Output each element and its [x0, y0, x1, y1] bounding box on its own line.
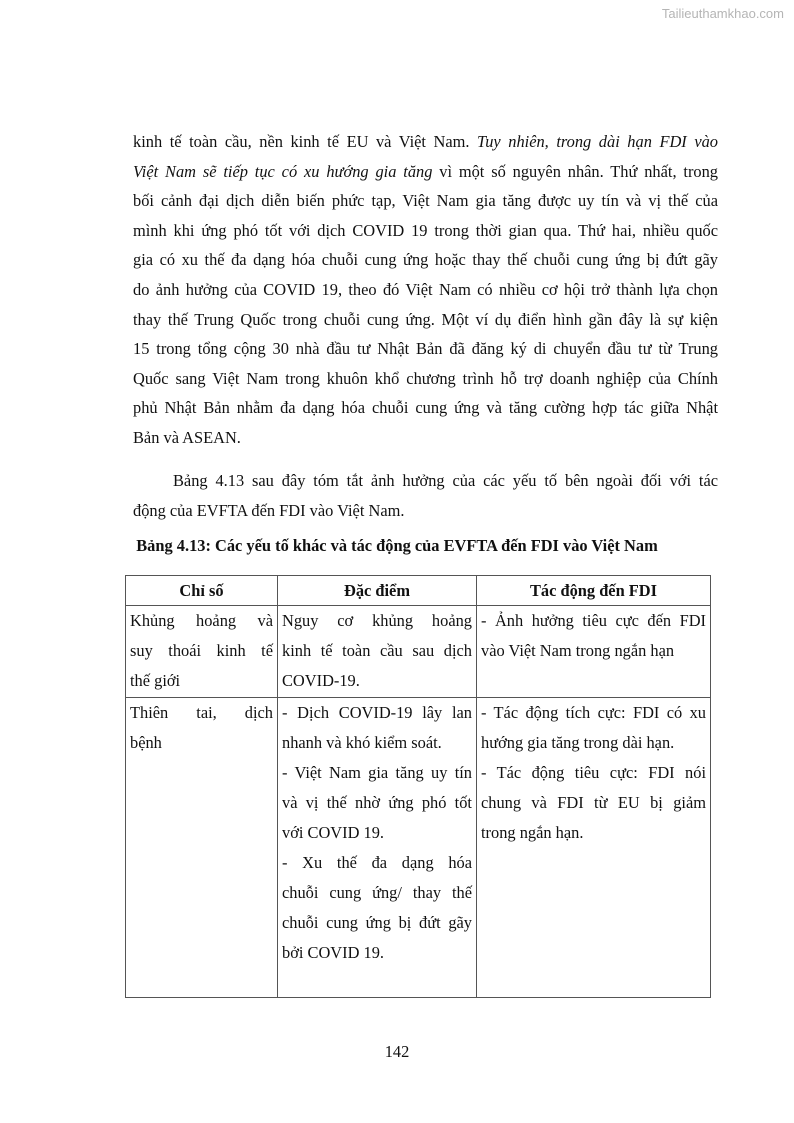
cell-line: Thiên tai, dịch [130, 703, 273, 722]
page-number: 142 [384, 1042, 410, 1061]
cell-line: bệnh [130, 733, 162, 752]
cell-line: bởi COVID 19. [282, 943, 385, 962]
cell-line: kinh tế toàn cầu sau dịch [282, 641, 472, 660]
cell-line: - Ảnh hưởng tiêu cực đến FDI [481, 611, 706, 630]
column-header: Chỉ số [126, 576, 278, 606]
text-line: 15 trong tổng cộng 30 nhà đầu tư Nhật Bản đã đăng ký di chuyển đầu tư từ Trung [133, 339, 718, 359]
column-header: Đặc điểm [278, 576, 477, 606]
italic-text: Tuy nhiên, trong dài hạn FDI vào [477, 132, 718, 151]
body-paragraph-1 [133, 127, 718, 453]
text-line: phủ Nhật Bản nhằm đa dạng hóa chuỗi cung ứng và tăng cường hợp tác giữa Nhật [133, 398, 718, 418]
text-line: mình khi ứng phó tốt với dịch COVID 19 trong thời gian qua. Thứ hai, nhiều quốc [133, 220, 718, 240]
table-cell-indicator [126, 606, 278, 698]
text-line: gia có xu thế đa dạng hóa chuỗi cung ứng hoặc thay thế chuỗi cung ứng bị đứt gãy [133, 250, 718, 270]
text-line: do ảnh hưởng của COVID 19, theo đó Việt Nam có nhiều cơ hội trở thành lựa chọn [133, 279, 718, 299]
cell-line: với COVID 19. [282, 823, 385, 842]
cell-line: trong ngắn hạn. [481, 823, 584, 842]
cell-line: thế giới [130, 671, 181, 690]
italic-text: Việt Nam sẽ tiếp tục có xu hướng gia tăng [133, 161, 433, 181]
text-line: Bảng 4.13 sau đây tóm tắt ảnh hưởng của các yếu tố bên ngoài đối với tác [173, 471, 718, 490]
cell-line: COVID-19. [282, 671, 360, 690]
cell-line: Nguy cơ khủng hoảng [282, 611, 472, 630]
cell-line: - Việt Nam gia tăng uy tín [282, 763, 472, 782]
cell-line: chung và FDI từ EU bị giảm [481, 793, 706, 812]
table-cell-impact [477, 606, 711, 698]
cell-line: - Xu thế đa dạng hóa [282, 853, 472, 872]
table-cell-indicator [126, 698, 278, 998]
cell-line: hướng gia tăng trong dài hạn. [481, 733, 675, 752]
table-caption: Bảng 4.13: Các yếu tố khác và tác động của EVFTA đến FDI vào Việt Nam [136, 536, 658, 555]
text-line: Bản và ASEAN. [133, 427, 241, 447]
cell-line: nhanh và khó kiểm soát. [282, 733, 442, 752]
cell-line: chuỗi cung ứng/ thay thế [282, 883, 472, 902]
factors-table [125, 575, 711, 998]
table-cell-features [278, 698, 477, 998]
table-row [126, 606, 711, 698]
cell-line: - Dịch COVID-19 lây lan [282, 703, 472, 722]
table-row [126, 698, 711, 998]
text-line: thay thế Trung Quốc trong chuỗi cung ứng. Một ví dụ điển hình gần đây là sự kiện [133, 309, 718, 329]
cell-line: và vị thế nhờ ứng phó tốt [282, 793, 472, 812]
text-line: Quốc sang Việt Nam trong khuôn khổ chương trình hỗ trợ doanh nghiệp của Chính [133, 368, 718, 388]
table-header-row [126, 576, 711, 606]
cell-line: chuỗi cung ứng bị đứt gãy [282, 913, 472, 932]
cell-line: suy thoái kinh tế [130, 641, 273, 660]
paragraph-lines [133, 186, 718, 452]
text-line: bối cảnh đại dịch diễn biến phức tạp, Việt Nam gia tăng được uy tín và vị thế của [133, 191, 718, 211]
text-line: động của EVFTA đến FDI vào Việt Nam. [133, 500, 405, 520]
text-span: vì một số nguyên nhân. Thứ nhất, trong [432, 161, 718, 181]
cell-line: - Tác động tích cực: FDI có xu [481, 703, 706, 722]
text-line [133, 127, 718, 157]
watermark: Tailieuthamkhao.com [661, 6, 784, 21]
cell-line: - Tác động tiêu cực: FDI nói [481, 763, 706, 782]
text-line [133, 157, 718, 187]
table-cell-impact [477, 698, 711, 998]
cell-line: vào Việt Nam trong ngắn hạn [481, 641, 675, 660]
column-header: Tác động đến FDI [477, 576, 711, 606]
cell-line: Khủng hoảng và [130, 611, 273, 630]
body-paragraph-2 [133, 466, 718, 525]
table-cell-features [278, 606, 477, 698]
table-body [126, 606, 711, 998]
text-span: kinh tế toàn cầu, nền kinh tế EU và Việt Nam. [133, 132, 478, 151]
